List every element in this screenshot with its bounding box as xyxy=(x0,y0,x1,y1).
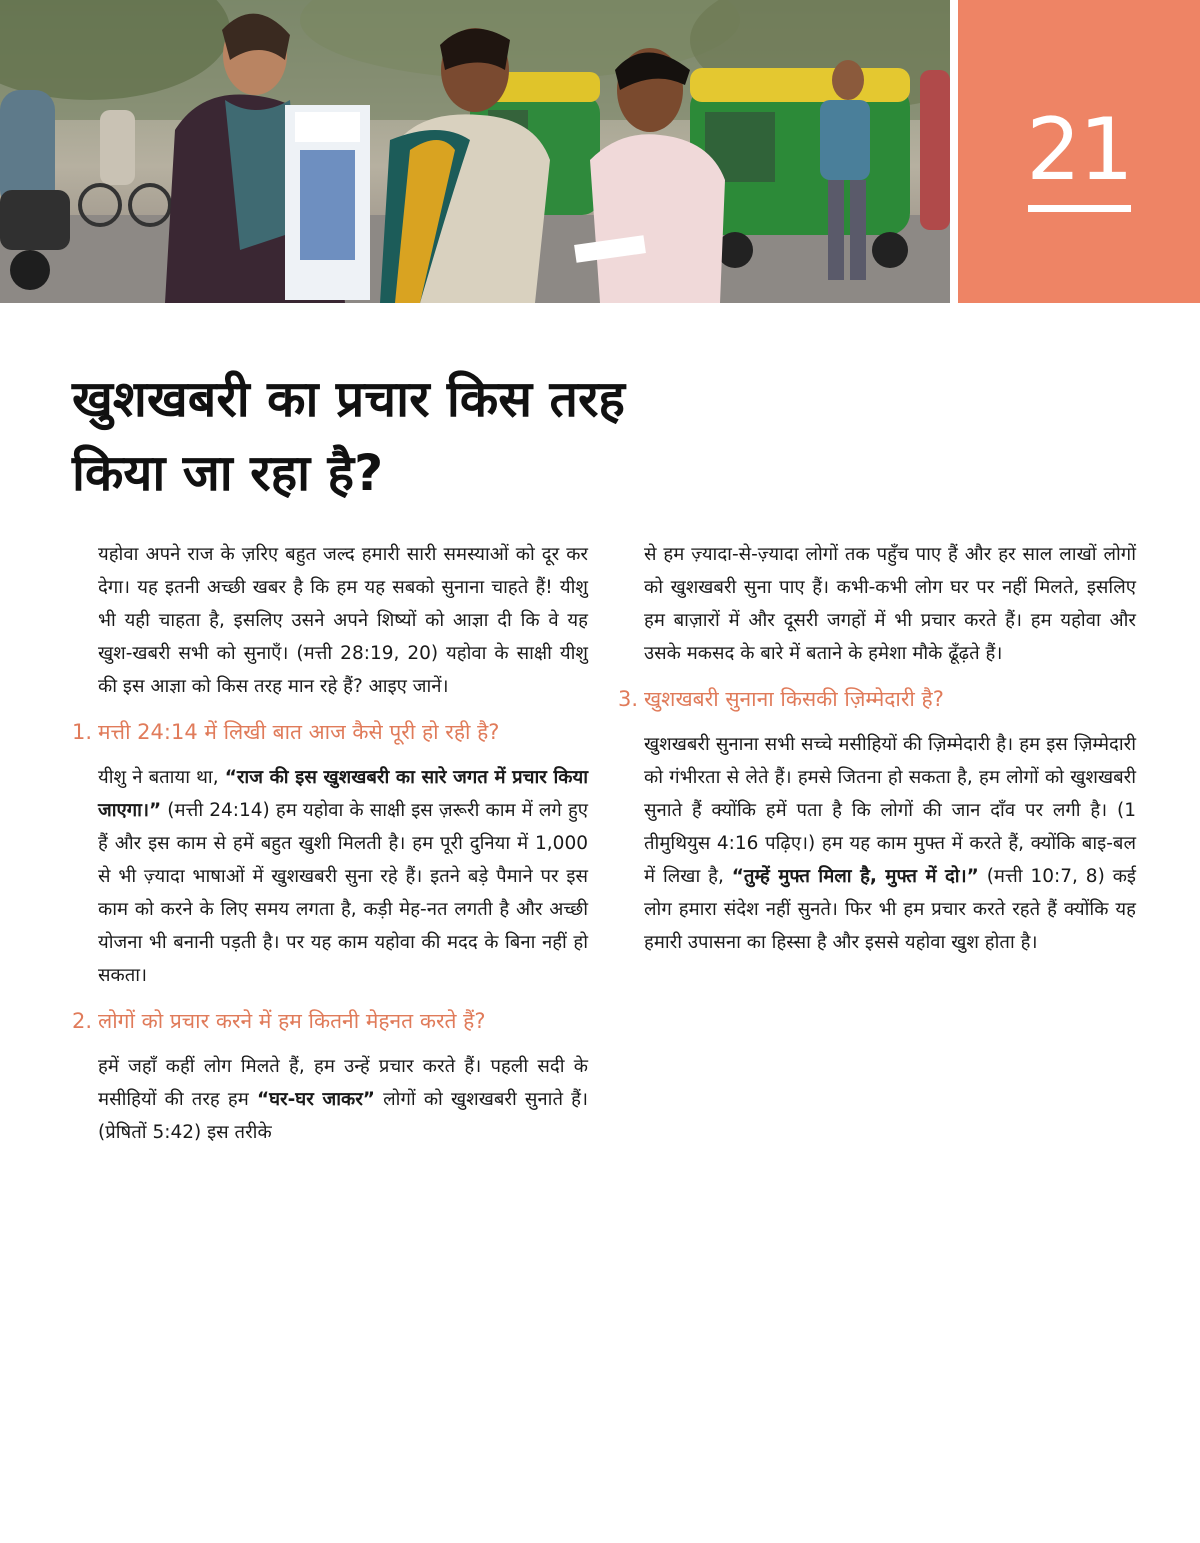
lesson-number-underline xyxy=(1028,205,1131,212)
answer-3-part1: खुशखबरी सुनाना सभी सच्चे मसीहियों की ज़िम्मेदारी है। हम इस ज़िम्मेदारी को गंभीरता से लेते हैं। हमसे जितना हो सकता है, हम लोगों को खुशखबरी सुनाते हैं क्योंकि हमें पता है कि लोगों की जान दाँव पर लगी है। (1 तीमुथियुस 4:16 पढ़िए।) हम यह काम मुफ्त में करते हैं, क्योंकि बाइ-बल में लिखा है, xyxy=(644,734,1136,887)
question-3-number: 3. xyxy=(618,687,639,711)
question-1 xyxy=(72,715,588,749)
answer-1-part2: (मत्ती 24:14) हम यहोवा के साक्षी इस ज़रूरी काम में लगे हुए हैं और इस काम से हमें बहुत खुशी मिलती है। हम पूरी दुनिया में 1,000 से भी ज़्यादा भाषाओं में खुशखबरी सुना रहे हैं। इतने बड़े पैमाने पर इस काम को करने के लिए समय लगता है, कड़ी मेह-नत लगती है और अच्छी योजना भी बनानी पड़ती है। पर यह काम यहोवा की मदद के बिना नहीं हो सकता। xyxy=(98,800,588,986)
cyclist xyxy=(80,110,170,225)
intro-paragraph: यहोवा अपने राज के ज़रिए बहुत जल्द हमारी सारी समस्याओं को दूर कर देगा। यह इतनी अच्छी खबर है कि हम यह सबको सुनाना चाहते हैं! यीशु भी यही चाहता है, इसलिए उसने अपने शिष्यों को आज्ञा दी कि वे यह खुश-खबरी सभी को सुनाएँ। (मत्ती 28:19, 20) यहोवा के साक्षी यीशु की इस आज्ञा को किस तरह मान रहे हैं? आइए जानें। xyxy=(98,544,588,697)
page-title-line1: खुशखबरी का प्रचार किस तरह xyxy=(72,370,625,428)
question-1-text: मत्ती 24:14 में लिखी बात आज कैसे पूरी हो रही है? xyxy=(98,720,500,744)
question-2 xyxy=(72,1004,588,1038)
answer-3-part2: (मत्ती 10:7, 8) कई लोग हमारा संदेश नहीं सुनते। फिर भी हम प्रचार करते रहते हैं क्योंकि यह हमारी उपासना का हिस्सा है और इससे यहोवा खुश होता है। xyxy=(644,866,1136,953)
lesson-number: 21 xyxy=(1026,100,1132,200)
answer-3-quote: “तुम्हें मुफ्त मिला है, मुफ्त में दो।” xyxy=(731,866,979,887)
answer-1-quote: “राज की इस खुशखबरी का सारे जगत में प्रचार किया जाएगा।” xyxy=(98,767,588,821)
question-3-text: खुशखबरी सुनाना किसकी ज़िम्मेदारी है? xyxy=(644,687,944,711)
street-scene-illustration xyxy=(0,0,950,303)
question-3 xyxy=(618,682,1136,716)
lesson-number-box xyxy=(958,0,1200,303)
answer-2-quote: “घर-घर जाकर” xyxy=(256,1089,375,1110)
answer-1-part1: यीशु ने बताया था, xyxy=(98,767,225,788)
answer-3 xyxy=(618,728,1136,959)
page-title xyxy=(72,362,892,510)
right-column xyxy=(618,538,1136,959)
answer-2-continued: से हम ज़्यादा-से-ज़्यादा लोगों तक पहुँच पाए हैं और हर साल लाखों लोगों को खुशखबरी सुना पाए हैं। कभी-कभी लोग घर पर नहीं मिलते, इसलिए हम बाज़ारों में और दूसरी जगहों में भी प्रचार करते हैं। हम यहोवा और उसके मकसद के बारे में बताने के हमेशा मौके ढूँढ़ते हैं। xyxy=(644,544,1136,664)
question-2-text: लोगों को प्रचार करने में हम कितनी मेहनत करते हैं? xyxy=(98,1009,486,1033)
far-person xyxy=(920,70,950,230)
answer-2-part1: हमें जहाँ कहीं लोग मिलते हैं, हम उन्हें प्रचार करते हैं। पहली सदी के मसीहियों की तरह हम xyxy=(98,1056,588,1110)
question-1-number: 1. xyxy=(72,720,93,744)
answer-2-part2: लोगों को खुशखबरी सुनाते हैं। (प्रेषितों 5:42) इस तरीके xyxy=(98,1089,589,1143)
answer-2 xyxy=(72,1050,588,1149)
header-photo xyxy=(0,0,950,303)
page-title-line2: किया जा रहा है? xyxy=(72,444,384,502)
answer-1 xyxy=(72,761,588,992)
literature-display xyxy=(285,105,370,300)
left-column xyxy=(72,538,588,1149)
question-2-number: 2. xyxy=(72,1009,93,1033)
